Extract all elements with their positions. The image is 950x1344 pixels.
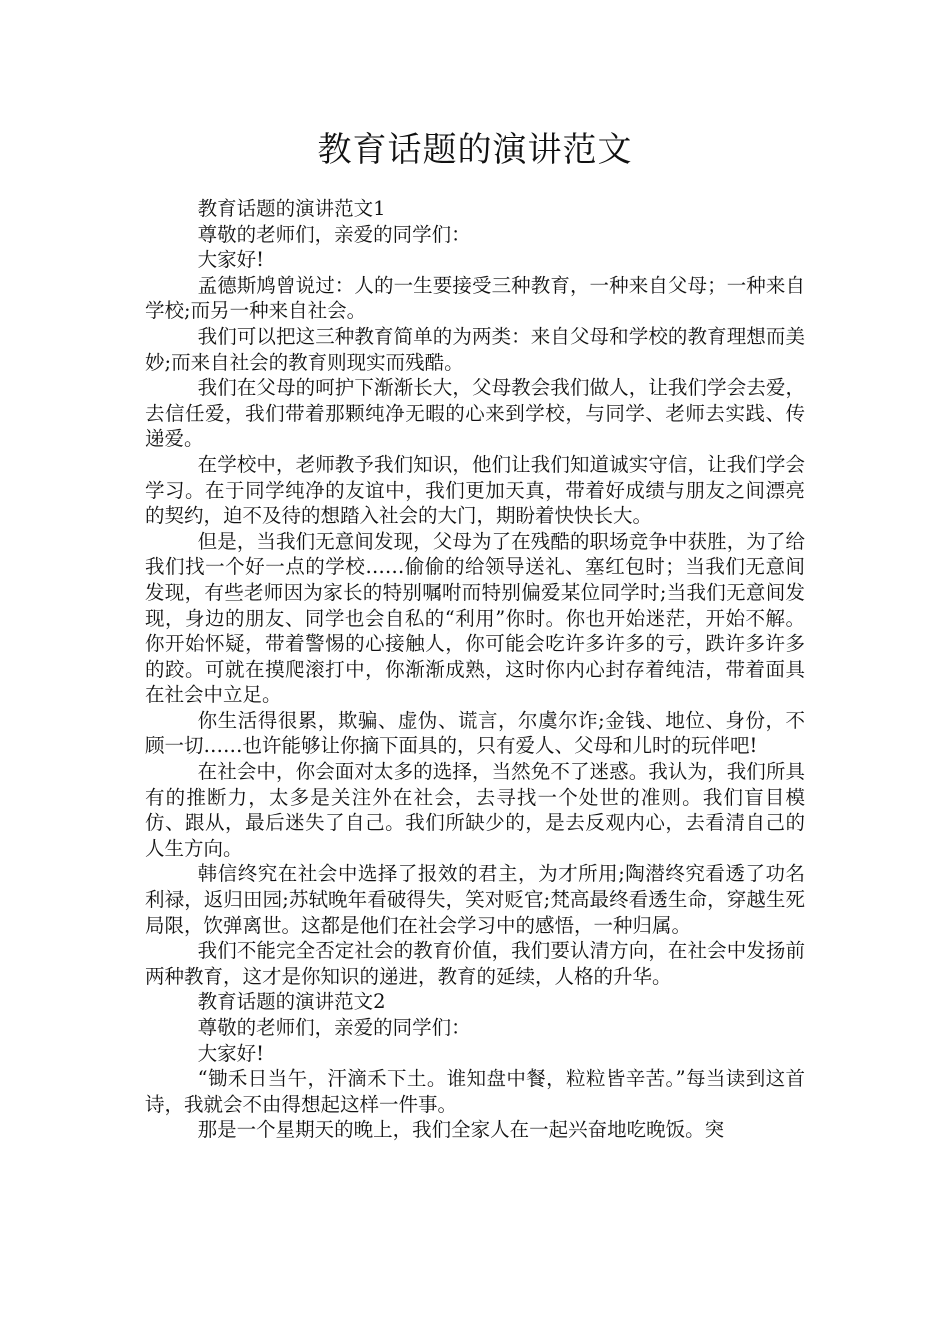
section-heading: 教育话题的演讲范文1 bbox=[197, 197, 386, 220]
salutation: 尊敬的老师们，亲爱的同学们： bbox=[197, 1016, 471, 1039]
paragraph: 我们在父母的呵护下渐渐长大，父母教会我们做人，让我们学会去爱，去信任爱，我们带着那颗纯净无暇的心来到学校，与同学、老师去实践、传递爱。 bbox=[145, 376, 805, 451]
paragraph: 在社会中，你会面对太多的选择，当然免不了迷惑。我认为，我们所具有的推断力，太多是关注外在社会，去寻找一个处世的准则。我们盲目模仿、跟从，最后迷失了自己。我们所缺少的，是去反观内心，去看清自己的人生方向。 bbox=[145, 760, 805, 860]
paragraph: 在学校中，老师教予我们知识，他们让我们知道诚实守信，让我们学会学习。在于同学纯净的友谊中，我们更加天真，带着好成绩与朋友之间漂亮的契约，迫不及待的想踏入社会的大门，期盼着快快长大。 bbox=[145, 452, 805, 528]
document-title: 教育话题的演讲范文 bbox=[317, 130, 633, 170]
paragraph: 我们可以把这三种教育简单的为两类：来自父母和学校的教育理想而美妙;而来自社会的教育则现实而残酷。 bbox=[145, 324, 805, 374]
salutation: 尊敬的老师们，亲爱的同学们： bbox=[197, 222, 471, 246]
document-body bbox=[145, 196, 805, 1143]
paragraph: 但是，当我们无意间发现，父母为了在残酷的职场竞争中获胜，为了给我们找一个好一点的学校……偷偷的给领导送礼、塞红包时；当我们无意间发现，有些老师因为家长的特别嘱咐而特别偏爱某位同学时;当我们无意间发现，身边的朋友、同学也会自私的“利用”你时。你也开始迷茫，开始不解。你开始怀疑，带着警惕的心接触人，你可能会吃许多许多的亏，跌许多许多的跤。可就在摸爬滚打中，你渐渐成熟，这时你内心封存着纯洁，带着面具在社会中立足。 bbox=[145, 529, 805, 707]
section-heading: 教育话题的演讲范文2 bbox=[197, 990, 386, 1014]
paragraph: 我们不能完全否定社会的教育价值，我们要认清方向，在社会中发扬前两种教育，这才是你知识的递进，教育的延续，人格的升华。 bbox=[145, 939, 805, 988]
greeting: 大家好! bbox=[197, 1041, 264, 1065]
paragraph: 孟德斯鸠曾说过：人的一生要接受三种教育，一种来自父母；一种来自学校;而另一种来自社会。 bbox=[145, 273, 805, 323]
paragraph: 那是一个星期天的晚上，我们全家人在一起兴奋地吃晚饭。突 bbox=[197, 1118, 725, 1142]
paragraph: “锄禾日当午，汗滴禾下土。谁知盘中餐，粒粒皆辛苦。”每当读到这首诗，我就会不由得想起这样一件事。 bbox=[145, 1067, 805, 1116]
greeting: 大家好! bbox=[197, 248, 264, 272]
paragraph: 韩信终究在社会中选择了报效的君主，为才所用;陶潜终究看透了功名利禄，返归田园;苏轼晚年看破得失，笑对贬官;梵高最终看透生命，穿越生死局限，饮弹离世。这都是他们在社会学习中的感悟，一种归属。 bbox=[145, 862, 805, 937]
paragraph: 你生活得很累，欺骗、虚伪、谎言，尔虞尔诈;金钱、地位、身份，不顾一切……也许能够让你摘下面具的，只有爱人、父母和儿时的玩伴吧! bbox=[145, 708, 805, 758]
